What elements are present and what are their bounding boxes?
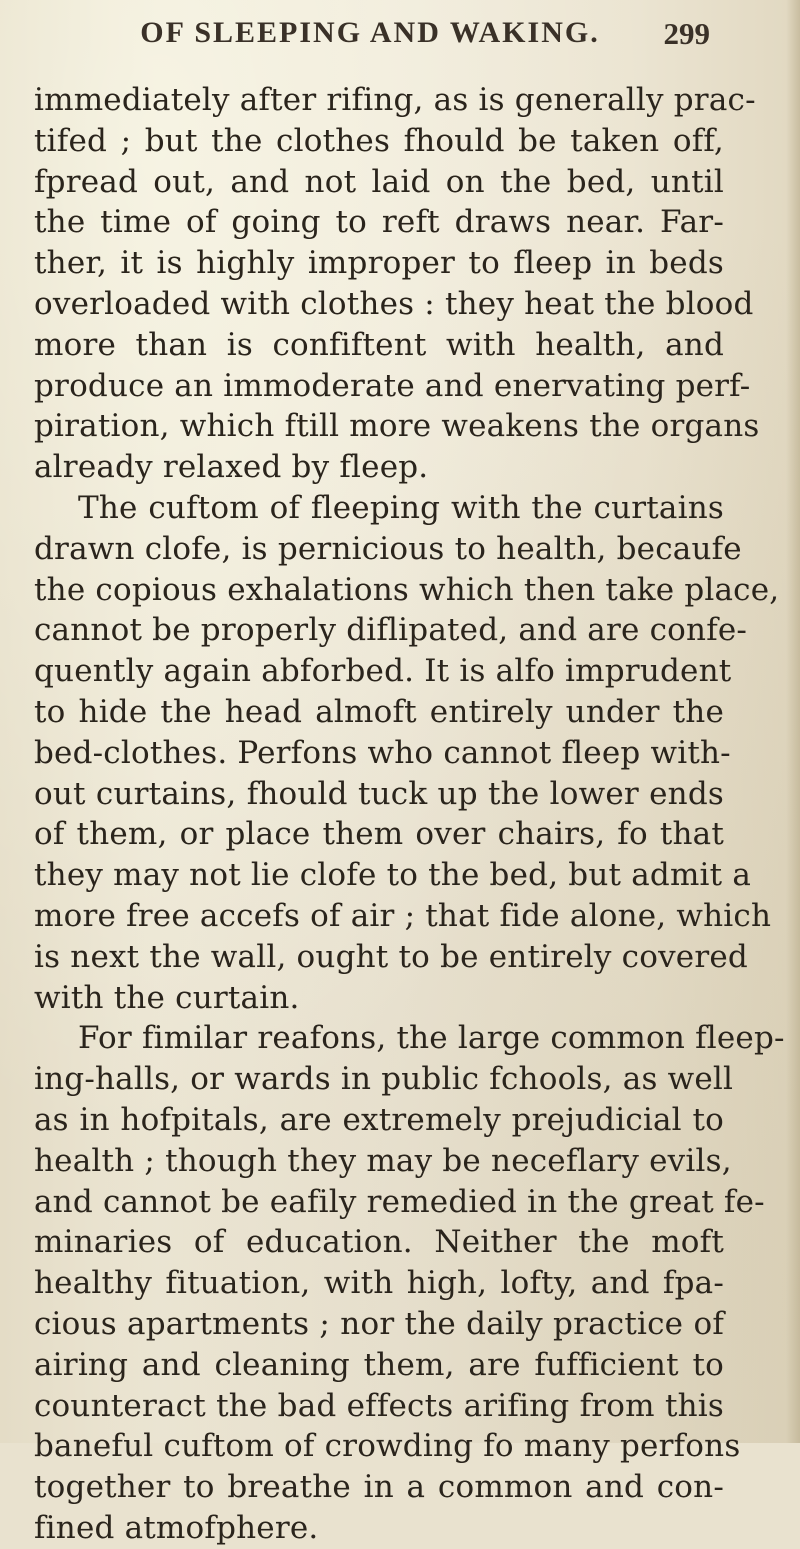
text-line: more than is confiftent with health, and xyxy=(34,326,724,363)
text-line: counteract the bad effects arifing from this xyxy=(34,1387,724,1424)
text-line: healthy fituation, with high, lofty, and fpa- xyxy=(34,1265,724,1302)
text-line: and cannot be eafily remedied in the great fe- xyxy=(34,1183,765,1220)
page-number: 299 xyxy=(663,16,710,51)
text-line: ing-halls, or wards in public fchools, as well xyxy=(34,1061,734,1098)
paragraph-start-line: The cuftom of fleeping with the curtains xyxy=(78,489,724,526)
text-line: drawn clofe, is pernicious to health, becaufe xyxy=(34,530,742,567)
text-line: together to breathe in a common and con- xyxy=(34,1469,724,1506)
page-header xyxy=(40,16,710,66)
text-line: quently again abforbed. It is alfo imprudent xyxy=(34,653,732,690)
body-text xyxy=(34,80,785,1549)
paragraph-start-line: For fimilar reafons, the large common fleep- xyxy=(78,1020,785,1057)
text-line: health ; though they may be neceflary evils, xyxy=(34,1142,732,1179)
text-line: cious apartments ; nor the daily practice of xyxy=(34,1305,724,1342)
text-line: of them, or place them over chairs, fo that xyxy=(34,816,724,853)
text-line: piration, which ftill more weakens the organs xyxy=(34,408,760,445)
running-head: OF SLEEPING AND WAKING. xyxy=(140,16,600,49)
text-line: is next the wall, ought to be entirely covered xyxy=(34,938,748,975)
text-line: airing and cleaning them, are fufficient to xyxy=(34,1346,724,1383)
text-line: to hide the head almoft entirely under the xyxy=(34,693,724,730)
text-line: fpread out, and not laid on the bed, until xyxy=(34,163,724,200)
text-line: bed-clothes. Perfons who cannot fleep with- xyxy=(34,734,731,771)
page-edge-shadow xyxy=(786,0,800,1443)
text-line: ther, it is highly improper to fleep in beds xyxy=(34,245,724,282)
text-line: more free accefs of air ; that fide alone, which xyxy=(34,897,772,934)
text-line: with the curtain. xyxy=(34,979,300,1016)
text-line: they may not lie clofe to the bed, but admit a xyxy=(34,857,752,894)
text-line: produce an immoderate and enervating perf- xyxy=(34,367,751,404)
text-line: cannot be properly diflipated, and are confe- xyxy=(34,612,748,649)
text-line: as in hofpitals, are extremely prejudicial to xyxy=(34,1101,724,1138)
text-line: tifed ; but the clothes fhould be taken off, xyxy=(34,122,724,159)
text-line: the time of going to reft draws near. Far- xyxy=(34,204,724,241)
text-line: fined atmofphere. xyxy=(34,1509,319,1546)
text-line: immediately after rifing, as is generally prac- xyxy=(34,82,756,118)
text-line: already relaxed by fleep. xyxy=(34,449,429,486)
text-line: the copious exhalations which then take place, xyxy=(34,571,780,608)
text-line: out curtains, fhould tuck up the lower ends xyxy=(34,775,724,812)
text-line: overloaded with clothes : they heat the blood xyxy=(34,285,754,322)
text-line: baneful cuftom of crowding fo many perfons xyxy=(34,1428,741,1465)
text-line: minaries of education. Neither the moft xyxy=(34,1224,724,1261)
